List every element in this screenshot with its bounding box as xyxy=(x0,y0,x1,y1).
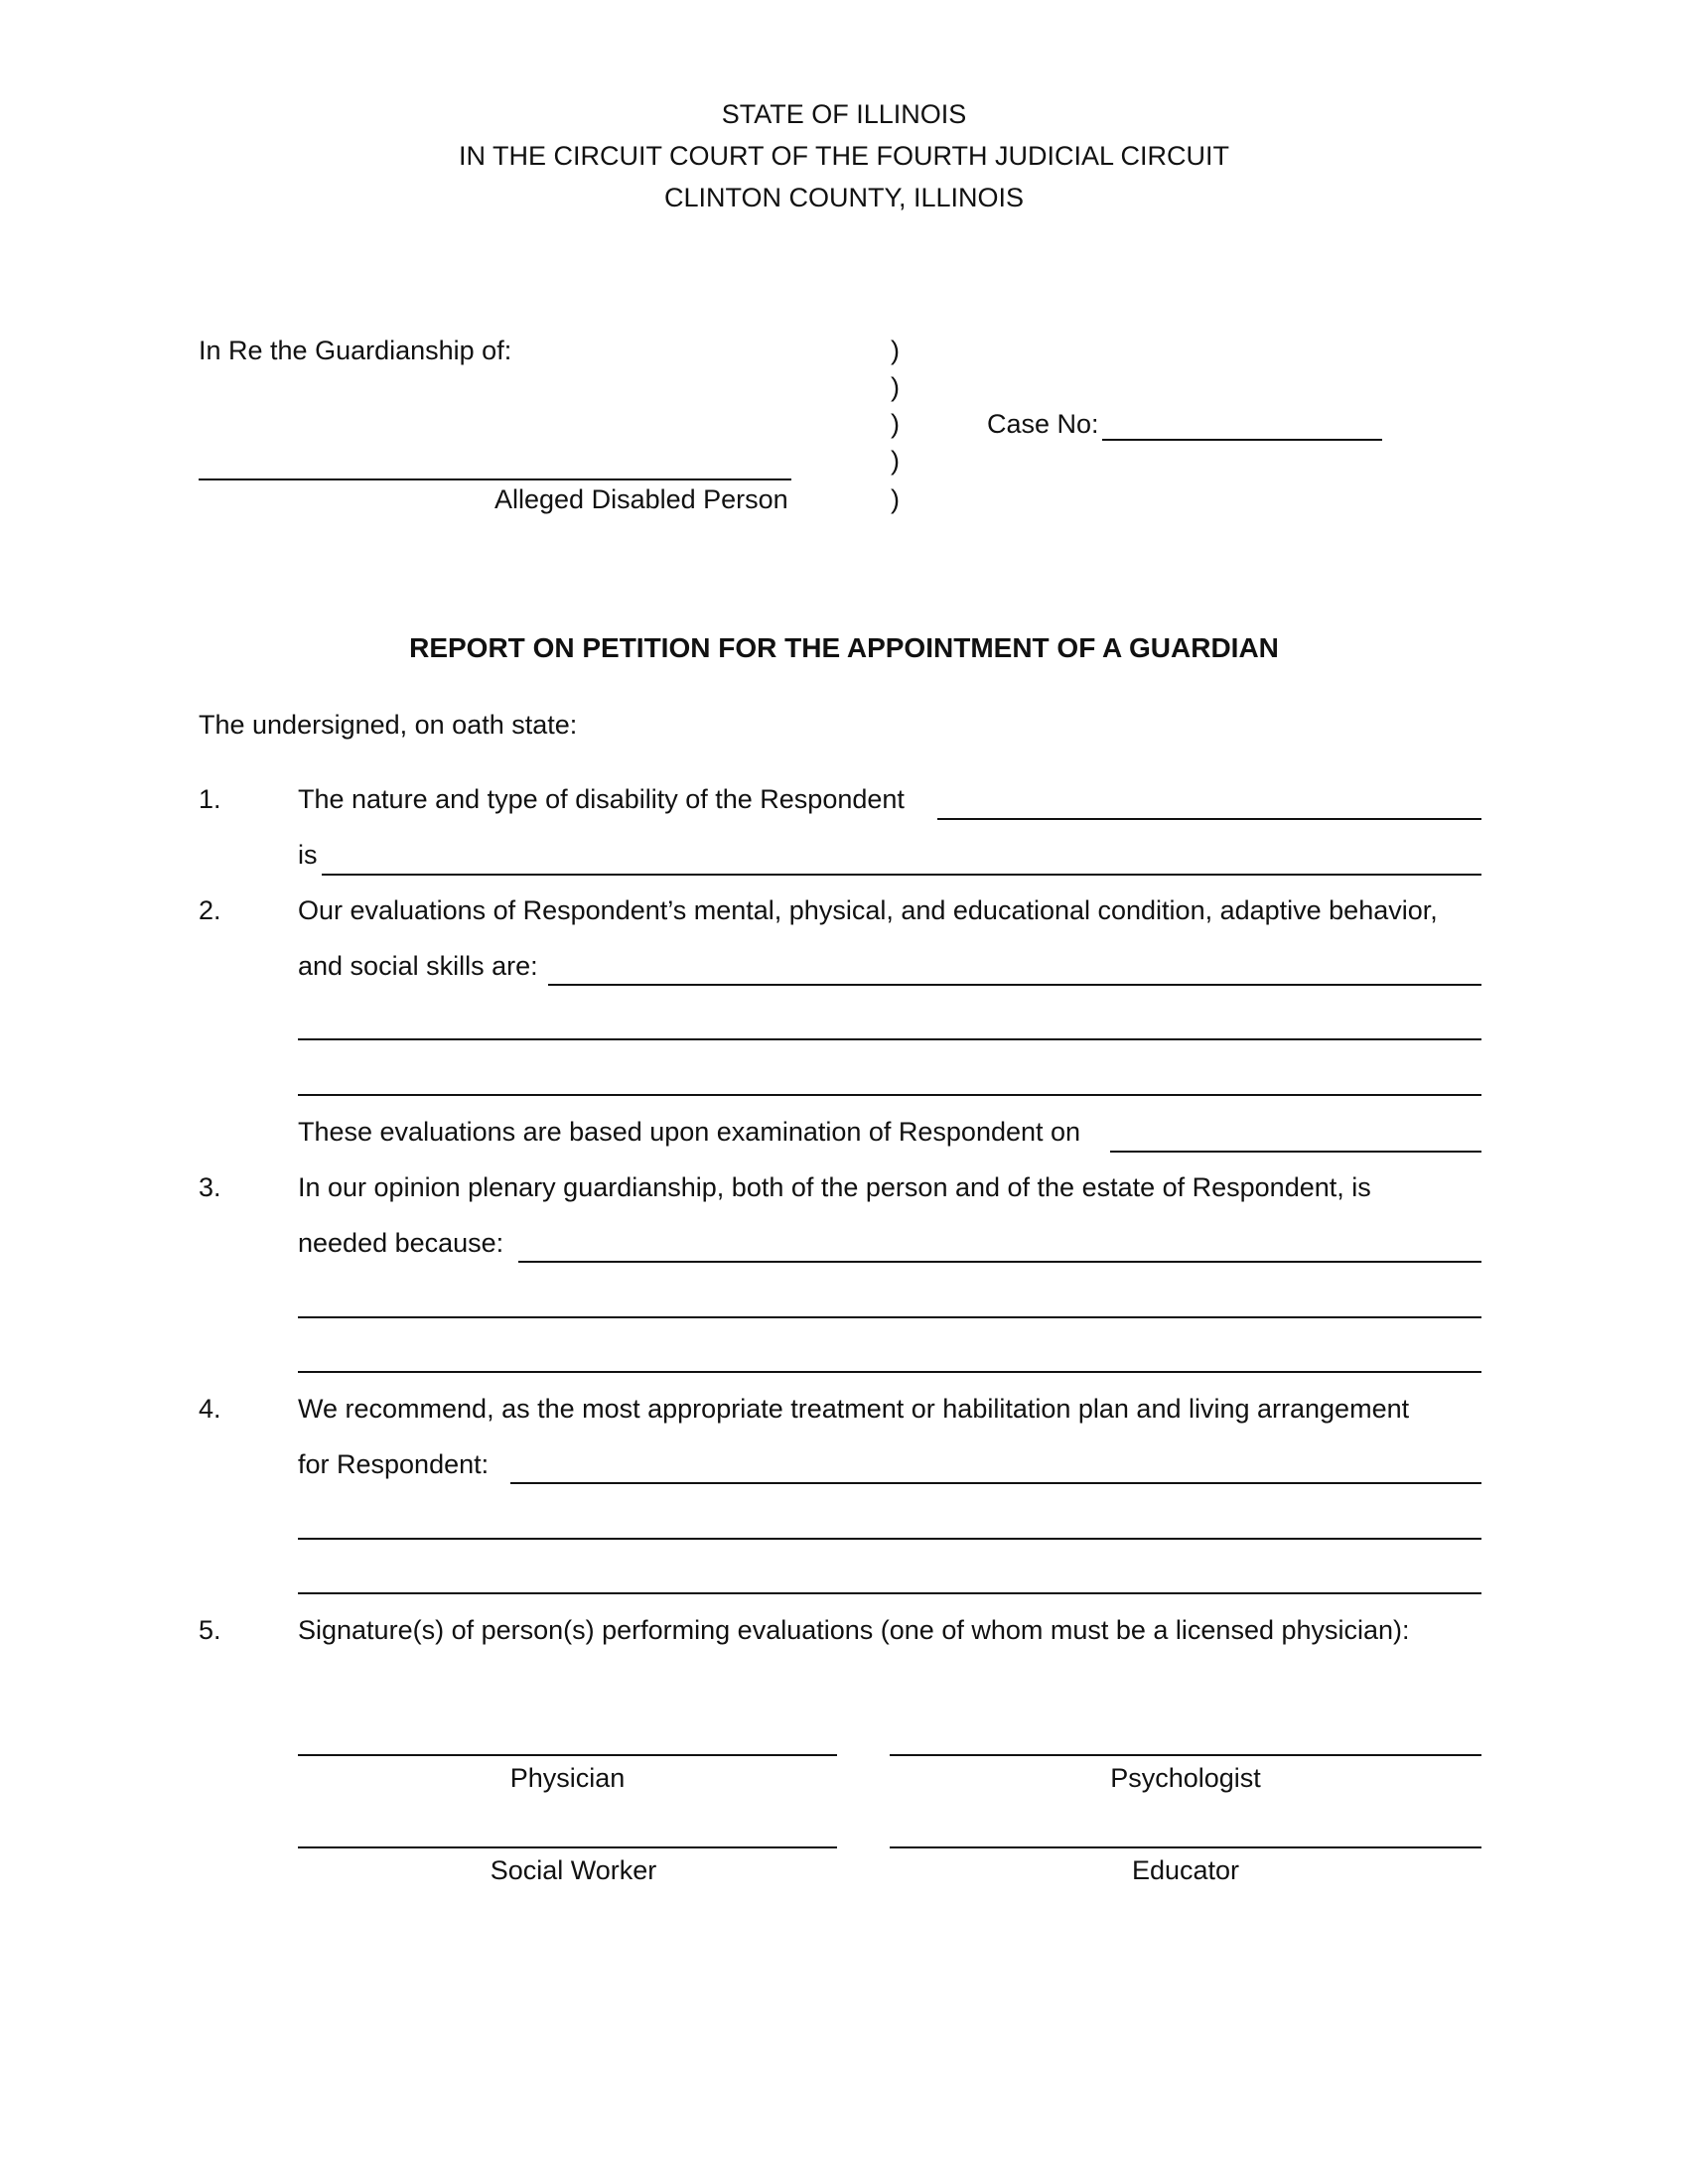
intro-text: The undersigned, on oath state: xyxy=(199,710,578,740)
item-4-number: 4. xyxy=(199,1394,221,1424)
item-1-field-1[interactable] xyxy=(937,818,1481,820)
item-2-text-cont: and social skills are: xyxy=(298,951,538,981)
caption-paren: ) xyxy=(891,336,900,365)
educator-signature-line[interactable] xyxy=(890,1846,1481,1848)
item-1-number: 1. xyxy=(199,784,221,814)
case-no-label: Case No: xyxy=(987,409,1099,439)
item-3-text: In our opinion plenary guardianship, both of the person and of the estate of Respondent, is xyxy=(298,1172,1371,1202)
item-4-text-cont: for Respondent: xyxy=(298,1449,490,1479)
disabled-person-name-field[interactable] xyxy=(199,478,791,480)
alleged-disabled-person-label: Alleged Disabled Person xyxy=(494,484,788,514)
item-4-text: We recommend, as the most appropriate treatment or habilitation plan and living arrangement xyxy=(298,1394,1410,1424)
item-2-field-1[interactable] xyxy=(548,984,1481,986)
social-worker-label: Social Worker xyxy=(490,1855,657,1885)
item-3-field-3[interactable] xyxy=(298,1371,1481,1373)
caption-paren: ) xyxy=(891,372,900,402)
court-state: STATE OF ILLINOIS xyxy=(721,99,967,129)
item-4-field-3[interactable] xyxy=(298,1592,1481,1594)
physician-label: Physician xyxy=(509,1763,626,1793)
item-3-field-1[interactable] xyxy=(518,1261,1481,1263)
item-5-text: Signature(s) of person(s) performing evaluations (one of whom must be a licensed physician): xyxy=(298,1615,1410,1645)
physician-signature-line[interactable] xyxy=(298,1754,837,1756)
case-no-field[interactable] xyxy=(1102,409,1382,441)
item-1-text: The nature and type of disability of the Respondent xyxy=(298,784,905,814)
item-2-number: 2. xyxy=(199,895,221,925)
psychologist-label: Psychologist xyxy=(1110,1763,1261,1793)
social-worker-signature-line[interactable] xyxy=(298,1846,837,1848)
item-2-exam-note: These evaluations are based upon examination of Respondent on xyxy=(298,1117,1081,1147)
caption-paren: ) xyxy=(891,484,900,514)
item-3-number: 3. xyxy=(199,1172,221,1202)
in-re-label: In Re the Guardianship of: xyxy=(199,336,512,365)
item-3-field-2[interactable] xyxy=(298,1316,1481,1318)
item-1-field-2[interactable] xyxy=(322,874,1481,876)
item-2-text: Our evaluations of Respondent’s mental, physical, and educational condition, adaptive behavior, xyxy=(298,895,1438,925)
item-2-field-2[interactable] xyxy=(298,1038,1481,1040)
document-title: REPORT ON PETITION FOR THE APPOINTMENT OF A GUARDIAN xyxy=(409,632,1279,663)
item-4-field-1[interactable] xyxy=(510,1482,1481,1484)
item-2-exam-date-field[interactable] xyxy=(1110,1151,1481,1153)
item-2-field-3[interactable] xyxy=(298,1094,1481,1096)
item-4-field-2[interactable] xyxy=(298,1538,1481,1540)
educator-label: Educator xyxy=(1131,1855,1240,1885)
item-1-is-label: is xyxy=(298,840,318,870)
court-name: IN THE CIRCUIT COURT OF THE FOURTH JUDICIAL CIRCUIT xyxy=(458,141,1230,171)
item-5-number: 5. xyxy=(199,1615,221,1645)
item-3-text-cont: needed because: xyxy=(298,1228,504,1258)
caption-paren: ) xyxy=(891,409,900,439)
psychologist-signature-line[interactable] xyxy=(890,1754,1481,1756)
caption-paren: ) xyxy=(891,446,900,476)
court-county: CLINTON COUNTY, ILLINOIS xyxy=(663,183,1025,212)
